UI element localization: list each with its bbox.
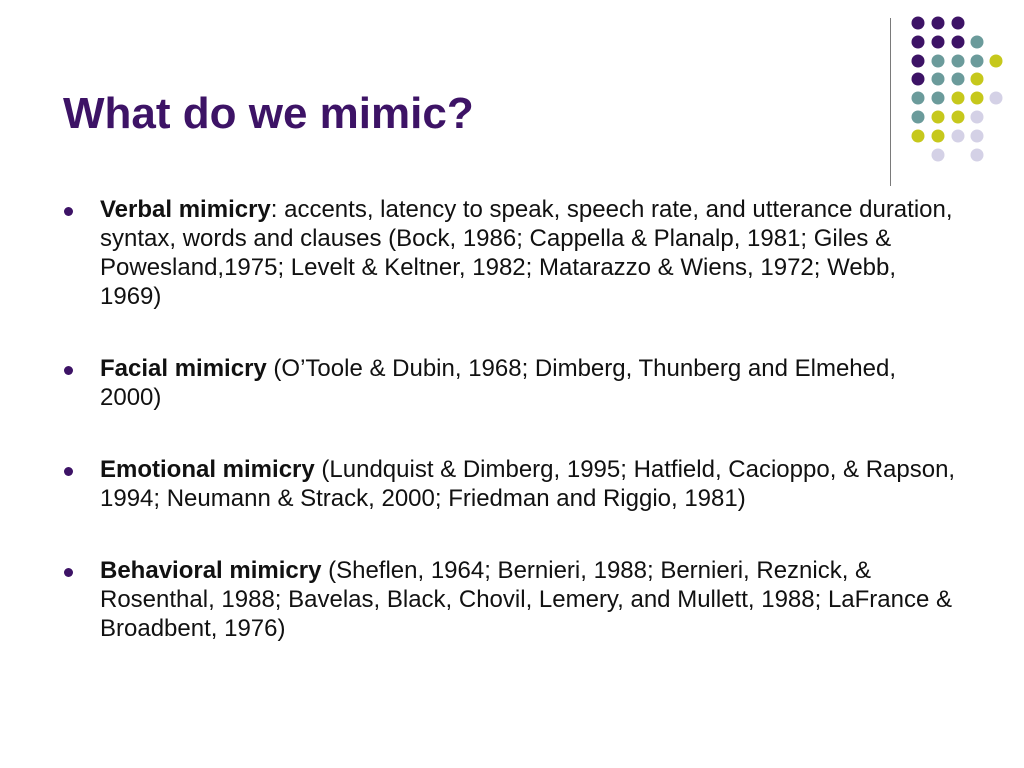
decorative-dot [912,111,925,124]
decorative-dot [990,55,1003,68]
bullet-item-behavioral-mimicry [62,556,962,643]
decorative-dot [971,130,984,143]
bullet-dot-icon [64,207,73,216]
bullet-dot-icon [64,568,73,577]
bullet-term: Verbal mimicry [100,196,271,223]
decorative-dot [932,17,945,30]
decorative-dot [952,130,965,143]
decorative-dot [971,149,984,162]
decorative-dot [912,130,925,143]
decorative-dot [952,55,965,68]
decorative-dot [932,149,945,162]
decorative-dot [971,73,984,86]
decorative-dot [952,73,965,86]
decorative-dot [952,17,965,30]
decorative-dot [932,73,945,86]
decorative-dot-grid [0,0,1024,200]
bullet-text: (Lundquist & Dimberg, 1995; Hatfield, Cacioppo, & Rapson, 1994; Neumann & Strack, 2000; Friedman and Riggio, 1981) [100,456,956,512]
decorative-dot [932,92,945,105]
decorative-dot [990,92,1003,105]
decorative-dot [932,55,945,68]
bullet-item-emotional-mimicry [62,455,962,513]
bullet-dot-icon [64,467,73,476]
bullet-dot-icon [64,366,73,375]
decorative-dot [932,111,945,124]
decorative-dot [932,130,945,143]
decorative-dot [912,73,925,86]
decorative-dot [912,55,925,68]
decorative-dot [971,111,984,124]
decorative-dot [971,92,984,105]
decorative-dot [912,36,925,49]
decorative-dot [952,111,965,124]
decorative-dot [932,36,945,49]
decorative-dot [952,92,965,105]
decorative-dot [952,36,965,49]
bullet-text: (Sheflen, 1964; Bernieri, 1988; Bernieri, Reznick, & Rosenthal, 1988; Bavelas, Black, Chovil, Lemery, and Mullett, 1988; LaFrance & Broadbent, 1976) [100,557,953,642]
decorative-dot [912,92,925,105]
slide-title: What do we mimic? [63,89,474,138]
decorative-dot [971,36,984,49]
decorative-dot [971,55,984,68]
decorative-dot [912,17,925,30]
bullet-text: (O’Toole & Dubin, 1968; Dimberg, Thunberg and Elmehed, 2000) [100,355,897,411]
bullet-text: : accents, latency to speak, speech rate, and utterance duration, syntax, words and clauses (Bock, 1986; Cappella & Planalp, 1981; Giles & Powesland,1975; Levelt & Keltner, 1982; Matarazzo & Wiens, 1972; Webb, 1969) [100,196,953,310]
bullet-term: Facial mimicry [100,355,267,382]
bullet-item-facial-mimicry [62,354,962,412]
bullet-term: Emotional mimicry [100,456,315,483]
bullet-list [62,195,962,686]
bullet-term: Behavioral mimicry [100,557,322,584]
bullet-item-verbal-mimicry [62,195,962,311]
